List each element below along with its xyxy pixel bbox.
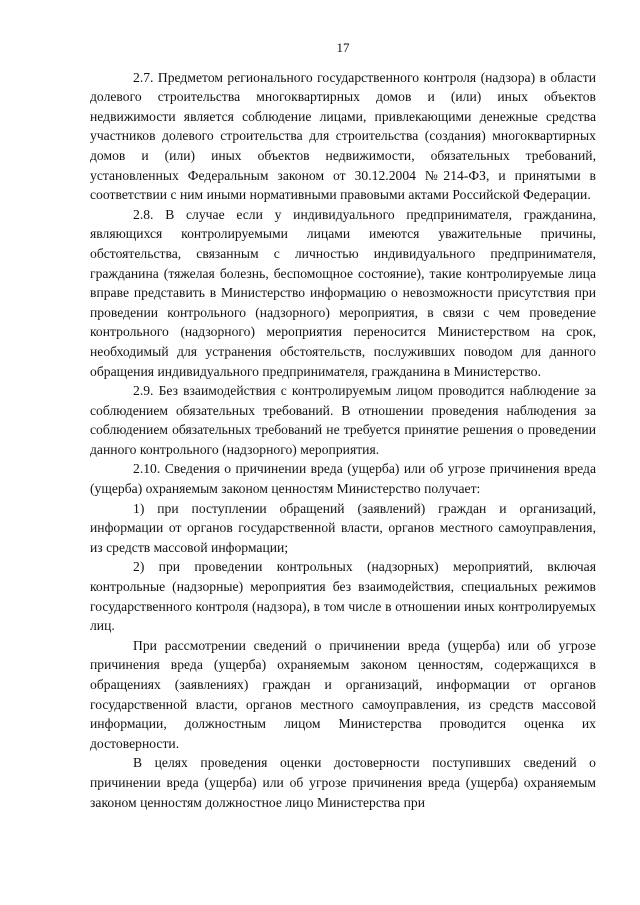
paragraph-2-9: 2.9. Без взаимодействия с контролируемым лицом проводится наблюдение за соблюдением обязательных требований. В отношении проведения наблюдения за соблюдением обязательных требований не требуется принятие решения о проведении данного контрольного (надзорного) мероприятия. — [90, 383, 596, 457]
paragraph-assessment: При рассмотрении сведений о причинении вреда (ущерба) или об угрозе причинения вреда (ущерба) охраняемым законом ценностям, содержащихся в обращениях (заявлениях) граждан и организаций, информации от органов государственной власти, органов местного самоуправления, из средств массовой информации, должностным лицом Министерства проводится оценка их достоверности. — [90, 637, 596, 751]
document-page — [90, 38, 596, 812]
list-item-2: 2) при проведении контрольных (надзорных) мероприятий, включая контрольные (надзорные) мероприятия без взаимодействия, специальных режимов государственного контроля (надзора), в том числе в отношении иных контролируемых лиц. — [90, 559, 596, 634]
list-item-1: 1) при поступлении обращений (заявлений) граждан и организаций, информации от органов государственной власти, органов местного самоуправления, из средств массовой информации; — [90, 500, 596, 555]
page-number: 17 — [336, 40, 350, 55]
paragraph-2-8: 2.8. В случае если у индивидуального предпринимателя, гражданина, являющихся контролируемыми лицами имеются уважительные причины, обстоятельства, связанным с личностью индивидуального предпринимателя, гражданина (тяжелая болезнь, беспомощное состояние), такие контролируемые лица вправе представить в Министерство информацию о невозможности присутствия при проведении контрольного (надзорного) мероприятия, в связи с чем проведение контрольного (надзорного) мероприятия переносится Министерством на срок, необходимый для устранения обстоятельств, послуживших поводом для данного обращения индивидуального предпринимателя, гражданина в Министерство. — [90, 206, 596, 379]
paragraph-2-10: 2.10. Сведения о причинении вреда (ущерба) или об угрозе причинения вреда (ущерба) охраняемым законом ценностям Министерство получает: — [90, 461, 596, 497]
paragraph-2-7: 2.7. Предметом регионального государственного контроля (надзора) в области долевого строительства многоквартирных домов и (или) иных объектов недвижимости является соблюдение лицами, привлекающими денежные средства участников долевого строительства для строительства (создания) многоквартирных домов и (или) иных объектов недвижимости, обязательных требований, установленных Федеральным законом от 30.12.2004 №214-ФЗ, и принятыми в соответствии с ним иными нормативными правовыми актами Российской Федерации. — [90, 69, 596, 203]
paragraph-verification: В целях проведения оценки достоверности поступивших сведений о причинении вреда (ущерба) или об угрозе причинения вреда (ущерба) охраняемым законом ценностям должностное лицо Министерства при — [90, 755, 596, 810]
